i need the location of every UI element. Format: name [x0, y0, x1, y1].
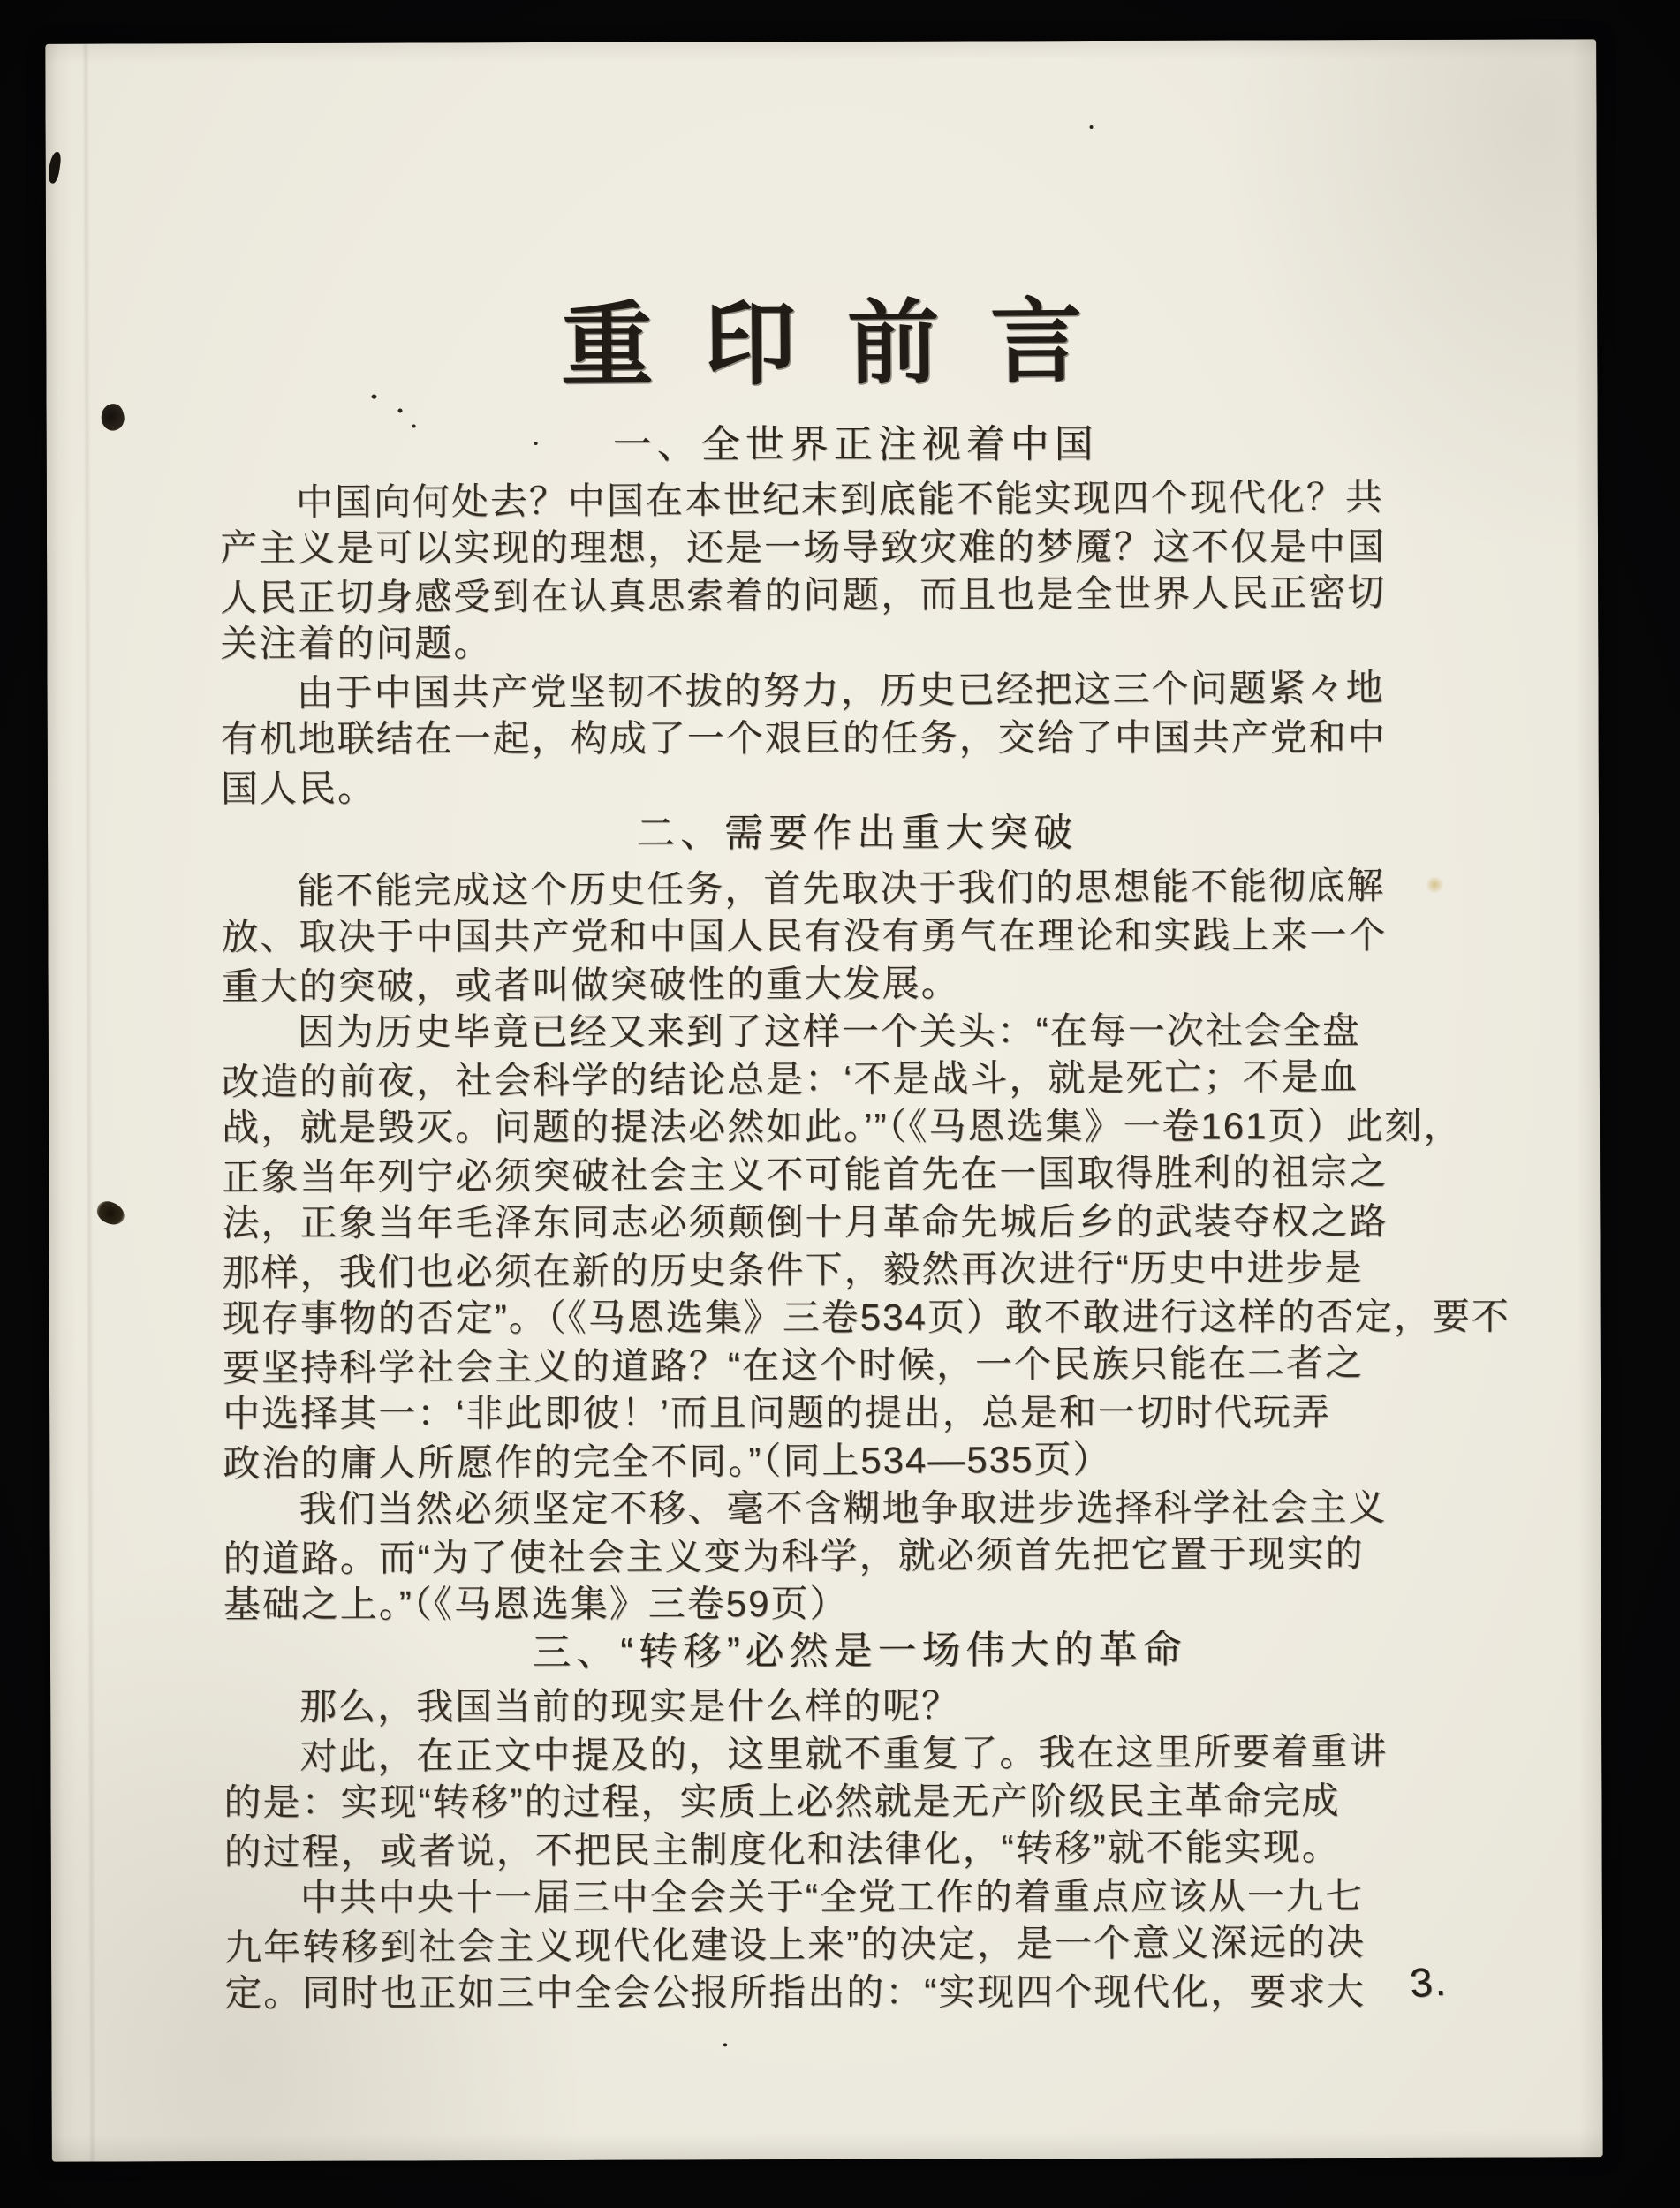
text-line: 重大的突破，或者叫做突破性的重大发展。: [221, 962, 960, 1008]
text-line: 那样，我们也必须在新的历史条件下，毅然再次进行“历史中进步是: [222, 1246, 1364, 1294]
text-line: 中选择其一：‘非此即彼！’而且问题的提出，总是和一切时代玩弄: [223, 1391, 1331, 1434]
text-line: 九年转移到社会主义现代化建设上来”的决定，是一个意义深远的决: [223, 1921, 1366, 1969]
ink-speck: [412, 424, 416, 427]
text-line: 的过程，或者说，不把民主制度化和法律化，“转移”就不能实现。: [223, 1826, 1341, 1873]
text-line: 基础之上。”（《马恩选集》三卷59页）: [223, 1582, 849, 1625]
text-line: 法，正象当年毛泽东同志必须颠倒十月革命先城后乡的武装夺权之路: [222, 1200, 1389, 1244]
text-line: 人民正切身感受到在认真思索着的问题，而且也是全世界人民正密切: [220, 571, 1387, 619]
paper-stain: [1426, 877, 1443, 893]
text-line: 国人民。: [220, 767, 377, 810]
document-page: [45, 39, 1603, 2162]
text-line: 那么，我国当前的现实是什么样的呢？: [299, 1684, 961, 1728]
text-line: 中共中央十一届三中全会关于“全党工作的着重点应该从一九七: [299, 1875, 1364, 1918]
text-line: 定。同时也正如三中全会公报所指出的：“实现四个现代化，要求大: [224, 1970, 1366, 2014]
text-line: 放、取决于中国共产党和中国人民有没有勇气在理论和实践上来一个: [221, 914, 1388, 957]
text-line: 由于中国共产党坚韧不拔的努力，历史已经把这三个问题紧々地: [296, 666, 1385, 714]
section-heading-1: 一、全世界正注视着中国: [612, 422, 1099, 467]
text-line: 战，就是毁灭。问题的提法必然如此。’”（《马恩选集》一卷161页）此刻，: [222, 1104, 1463, 1148]
text-line: 的道路。而“为了使社会主义变为科学，就必须首先把它置于现实的: [223, 1532, 1365, 1580]
text-line: 对此，在正文中提及的，这里就不重复了。我在这里所要着重讲: [299, 1729, 1389, 1777]
ink-speck: [1090, 125, 1094, 129]
ink-speck: [398, 408, 403, 412]
ink-blot: [94, 1199, 127, 1228]
text-line: 现存事物的否定”。（《马恩选集》三卷534页）敢不敢进行这样的否定，要不: [222, 1295, 1510, 1339]
section-heading-2: 二、需要作出重大突破: [636, 811, 1078, 856]
ink-speck: [371, 395, 376, 399]
text-line: 有机地联结在一起，构成了一个艰巨的任务，交给了中国共产党和中: [220, 716, 1387, 760]
text-line: 我们当然必须坚定不移、毫不含糊地争取进步选择科学社会主义: [299, 1486, 1388, 1530]
ink-speck: [723, 2043, 727, 2046]
ink-speck: [534, 442, 538, 445]
text-line: 关注着的问题。: [220, 622, 493, 664]
text-line: 产主义是可以实现的理想，还是一场导致灾难的梦魇？这不仅是中国: [220, 526, 1387, 569]
text-line: 政治的庸人所愿作的完全不同。”（同上534—535页）: [223, 1438, 1112, 1485]
section-heading-3: 三、“转移”必然是一场伟大的革命: [532, 1628, 1187, 1675]
staple-mark: [47, 151, 62, 184]
text-line: 中国向何处去？中国在本世纪末到底能不能实现四个现代化？共: [295, 475, 1384, 523]
text-line: 正象当年列宁必须突破社会主义不可能首先在一国取得胜利的祖宗之: [222, 1150, 1389, 1199]
text-line: 要坚持科学社会主义的道路？“在这个时候，一个民族只能在二者之: [222, 1342, 1365, 1389]
text-line: 的是：实现“转移”的过程，实质上必然就是无产阶级民主革命完成: [223, 1780, 1341, 1823]
document-body: [220, 420, 1510, 2019]
page-number: 3.: [1408, 1957, 1449, 2007]
text-line: 因为历史毕竟已经又来到了这样一个关头：“在每一次社会全盘: [297, 1009, 1361, 1053]
page-title: 重印前言: [560, 291, 1134, 398]
text-line: 能不能完成这个历史任务，首先取决于我们的思想能不能彻底解: [297, 864, 1386, 911]
text-line: 改造的前夜，社会科学的结论总是：‘不是战斗，就是死亡；不是血: [221, 1055, 1359, 1103]
